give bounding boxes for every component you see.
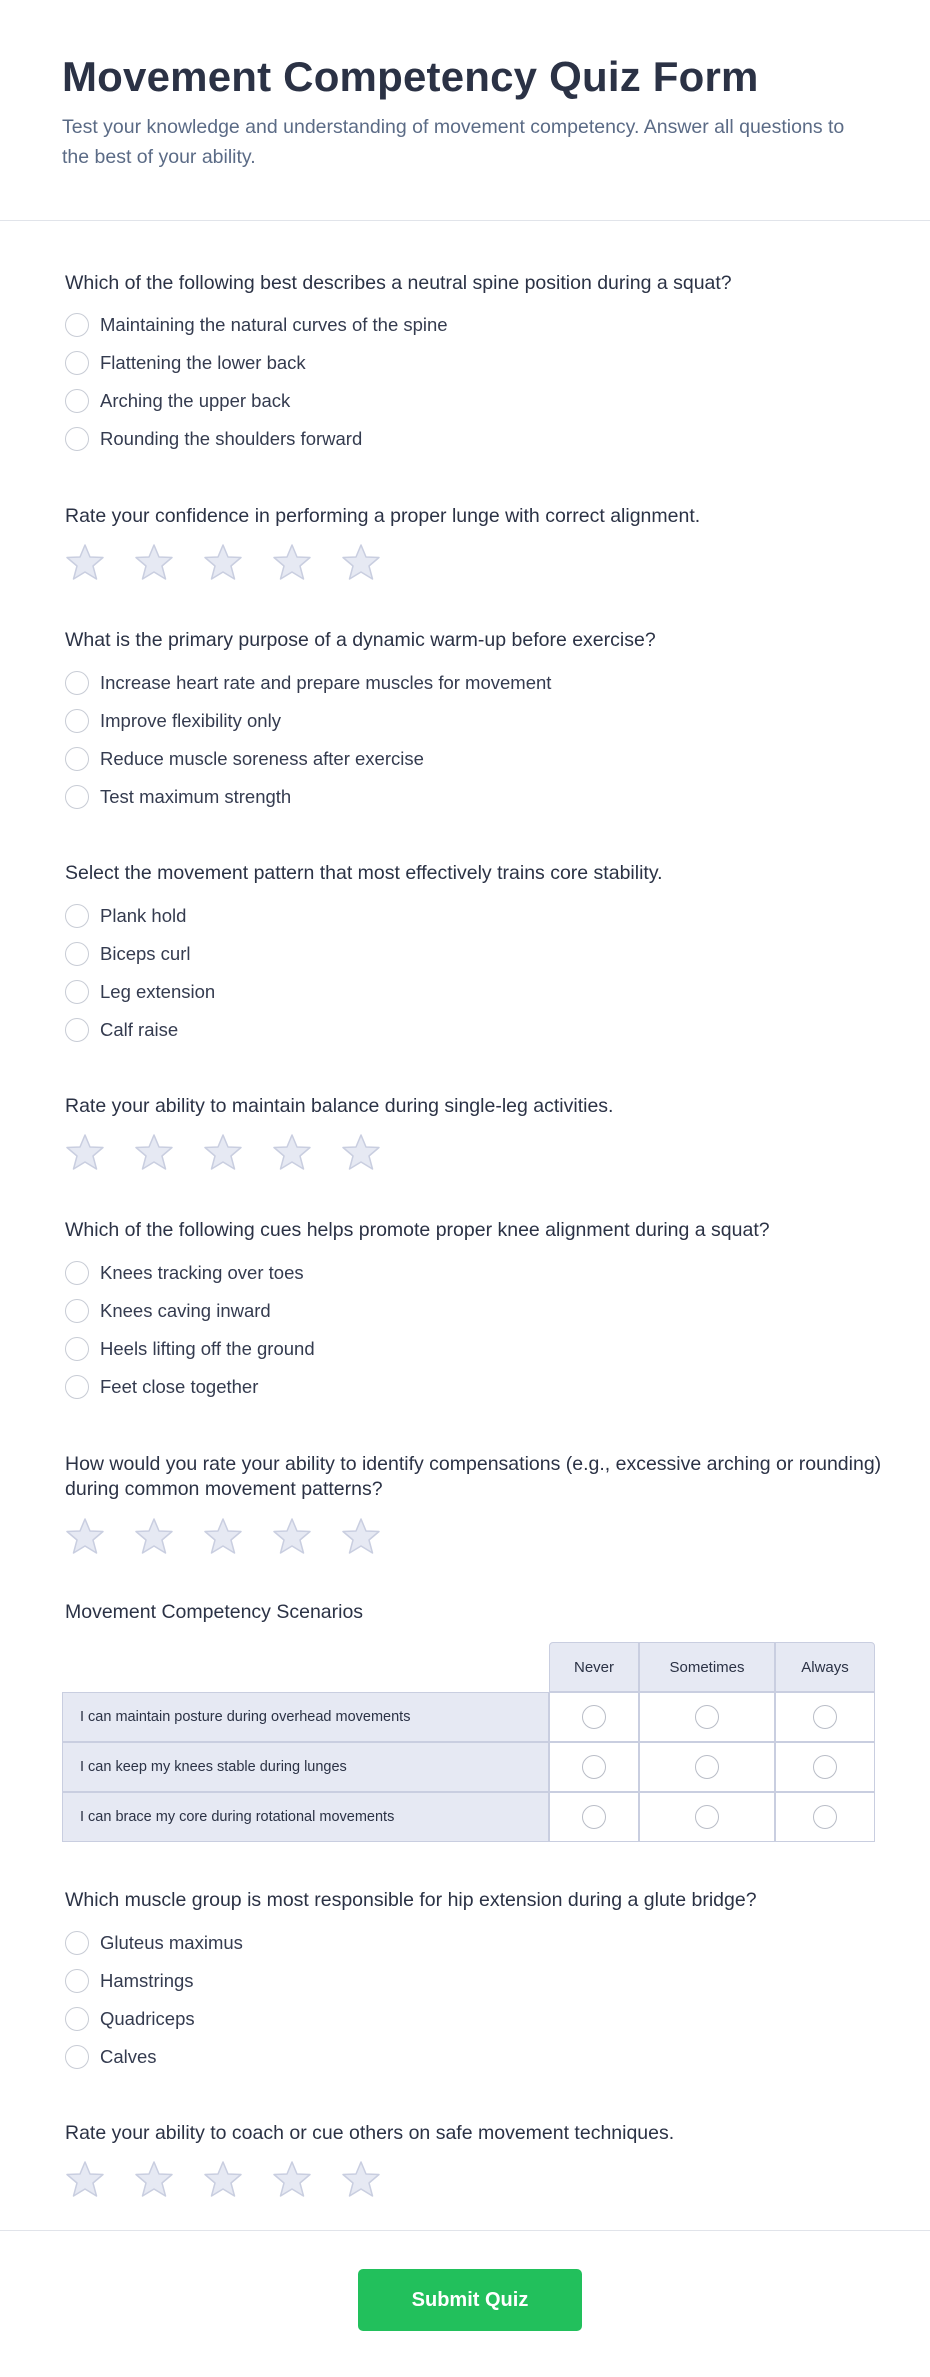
radio-button[interactable] bbox=[65, 1931, 89, 1955]
star-rating bbox=[65, 1133, 410, 1171]
question-title: Rate your ability to coach or cue others on safe movement techniques. bbox=[65, 2122, 675, 2144]
matrix-cell[interactable] bbox=[639, 1742, 775, 1792]
radio-button[interactable] bbox=[65, 709, 89, 733]
option-test-strength[interactable]: Test maximum strength bbox=[65, 784, 291, 810]
question-knee-alignment bbox=[65, 1218, 885, 1397]
star-icon[interactable] bbox=[203, 543, 243, 581]
form-footer bbox=[0, 2230, 930, 2377]
radio-button[interactable] bbox=[65, 904, 89, 928]
radio-button[interactable] bbox=[65, 1299, 89, 1323]
option-rounding[interactable]: Rounding the shoulders forward bbox=[65, 426, 362, 452]
form-title: Movement Competency Quiz Form bbox=[62, 53, 759, 100]
radio-button[interactable] bbox=[65, 942, 89, 966]
matrix-header-row bbox=[62, 1642, 875, 1692]
option-reduce-soreness[interactable]: Reduce muscle soreness after exercise bbox=[65, 746, 424, 772]
star-icon[interactable] bbox=[272, 2160, 312, 2198]
radio-button[interactable] bbox=[65, 2007, 89, 2031]
radio-button[interactable] bbox=[65, 980, 89, 1004]
matrix-cell[interactable] bbox=[549, 1742, 639, 1792]
question-hip-extension bbox=[65, 1888, 885, 2067]
matrix-row-label: I can brace my core during rotational movements bbox=[62, 1792, 549, 1842]
option-calves[interactable]: Calves bbox=[65, 2044, 157, 2070]
matrix-row-label: I can keep my knees stable during lunges bbox=[62, 1742, 549, 1792]
star-icon[interactable] bbox=[65, 2160, 105, 2198]
option-leg-extension[interactable]: Leg extension bbox=[65, 979, 215, 1005]
radio-button[interactable] bbox=[65, 351, 89, 375]
radio-button[interactable] bbox=[813, 1705, 837, 1729]
matrix-cell[interactable] bbox=[775, 1692, 875, 1742]
radio-button[interactable] bbox=[582, 1755, 606, 1779]
star-icon[interactable] bbox=[341, 1133, 381, 1171]
radio-button[interactable] bbox=[65, 747, 89, 771]
question-title: Which of the following best describes a neutral spine position during a squat? bbox=[65, 272, 732, 294]
radio-button[interactable] bbox=[695, 1705, 719, 1729]
radio-button[interactable] bbox=[65, 313, 89, 337]
star-icon[interactable] bbox=[134, 1517, 174, 1555]
radio-button[interactable] bbox=[65, 1018, 89, 1042]
radio-button[interactable] bbox=[65, 1261, 89, 1285]
radio-button[interactable] bbox=[582, 1805, 606, 1829]
star-icon[interactable] bbox=[65, 1133, 105, 1171]
question-title: How would you rate your ability to identify compensations (e.g., excessive arching or rounding) during common movement patterns? bbox=[65, 1453, 882, 1500]
submit-quiz-button[interactable]: Submit Quiz bbox=[358, 2269, 582, 2331]
matrix-cell[interactable] bbox=[639, 1692, 775, 1742]
radio-button[interactable] bbox=[582, 1705, 606, 1729]
form-subtitle: Test your knowledge and understanding of movement competency. Answer all questions to the best of your ability. bbox=[62, 116, 845, 168]
star-icon[interactable] bbox=[65, 1517, 105, 1555]
radio-button[interactable] bbox=[695, 1805, 719, 1829]
star-icon[interactable] bbox=[134, 543, 174, 581]
option-knees-over-toes[interactable]: Knees tracking over toes bbox=[65, 1260, 304, 1286]
option-heels-lifting[interactable]: Heels lifting off the ground bbox=[65, 1336, 315, 1362]
matrix-cell[interactable] bbox=[775, 1792, 875, 1842]
matrix-row bbox=[62, 1792, 875, 1842]
radio-button[interactable] bbox=[695, 1755, 719, 1779]
question-title: Which of the following cues helps promote proper knee alignment during a squat? bbox=[65, 1219, 770, 1241]
star-icon[interactable] bbox=[272, 1133, 312, 1171]
matrix-cell[interactable] bbox=[639, 1792, 775, 1842]
question-title: Rate your confidence in performing a proper lunge with correct alignment. bbox=[65, 505, 701, 527]
star-icon[interactable] bbox=[65, 543, 105, 581]
column-header-always: Always bbox=[775, 1642, 875, 1692]
option-hamstrings[interactable]: Hamstrings bbox=[65, 1968, 194, 1994]
rating-balance bbox=[65, 1094, 885, 1119]
radio-button[interactable] bbox=[813, 1805, 837, 1829]
radio-button[interactable] bbox=[65, 671, 89, 695]
question-neutral-spine bbox=[65, 271, 885, 449]
rating-identify-compensations bbox=[65, 1452, 885, 1502]
star-rating bbox=[65, 1517, 410, 1555]
rating-lunge-confidence bbox=[65, 504, 885, 529]
radio-button[interactable] bbox=[813, 1755, 837, 1779]
star-icon[interactable] bbox=[272, 1517, 312, 1555]
question-title: Rate your ability to maintain balance during single-leg activities. bbox=[65, 1095, 614, 1117]
option-quadriceps[interactable]: Quadriceps bbox=[65, 2006, 195, 2032]
option-biceps-curl[interactable]: Biceps curl bbox=[65, 941, 190, 967]
matrix-row bbox=[62, 1692, 875, 1742]
matrix-cell[interactable] bbox=[549, 1692, 639, 1742]
matrix-cell[interactable] bbox=[775, 1742, 875, 1792]
option-calf-raise[interactable]: Calf raise bbox=[65, 1017, 178, 1043]
question-title: Which muscle group is most responsible for hip extension during a glute bridge? bbox=[65, 1889, 757, 1911]
radio-button[interactable] bbox=[65, 785, 89, 809]
option-arching[interactable]: Arching the upper back bbox=[65, 388, 290, 414]
column-header-sometimes: Sometimes bbox=[639, 1642, 775, 1692]
column-header-never: Never bbox=[549, 1642, 639, 1692]
radio-button[interactable] bbox=[65, 1337, 89, 1361]
star-icon[interactable] bbox=[203, 1517, 243, 1555]
star-rating bbox=[65, 2160, 410, 2198]
matrix-title: Movement Competency Scenarios bbox=[65, 1601, 364, 1623]
radio-button[interactable] bbox=[65, 389, 89, 413]
option-increase-heart-rate[interactable]: Increase heart rate and prepare muscles for movement bbox=[65, 670, 551, 696]
option-knees-caving[interactable]: Knees caving inward bbox=[65, 1298, 271, 1324]
star-icon[interactable] bbox=[341, 1517, 381, 1555]
matrix-section bbox=[65, 1600, 885, 1625]
star-rating bbox=[65, 543, 410, 581]
radio-button[interactable] bbox=[65, 427, 89, 451]
star-icon[interactable] bbox=[341, 543, 381, 581]
star-icon[interactable] bbox=[203, 1133, 243, 1171]
matrix-cell[interactable] bbox=[549, 1792, 639, 1842]
star-icon[interactable] bbox=[134, 2160, 174, 2198]
matrix-row bbox=[62, 1742, 875, 1792]
question-core-stability bbox=[65, 861, 885, 1040]
option-gluteus-maximus[interactable]: Gluteus maximus bbox=[65, 1930, 243, 1956]
rating-coaching-ability bbox=[65, 2121, 885, 2146]
star-icon[interactable] bbox=[272, 543, 312, 581]
matrix-corner bbox=[62, 1642, 549, 1692]
star-icon[interactable] bbox=[341, 2160, 381, 2198]
star-icon[interactable] bbox=[134, 1133, 174, 1171]
option-feet-close[interactable]: Feet close together bbox=[65, 1374, 258, 1400]
radio-button[interactable] bbox=[65, 2045, 89, 2069]
question-title: Select the movement pattern that most effectively trains core stability. bbox=[65, 862, 663, 884]
question-title: What is the primary purpose of a dynamic warm-up before exercise? bbox=[65, 629, 656, 651]
radio-button[interactable] bbox=[65, 1969, 89, 1993]
question-dynamic-warmup bbox=[65, 628, 885, 807]
matrix-table bbox=[62, 1642, 875, 1842]
option-flattening[interactable]: Flattening the lower back bbox=[65, 350, 306, 376]
radio-button[interactable] bbox=[65, 1375, 89, 1399]
matrix-row-label: I can maintain posture during overhead movements bbox=[62, 1692, 549, 1742]
option-plank-hold[interactable]: Plank hold bbox=[65, 903, 186, 929]
form-header bbox=[0, 0, 930, 221]
star-icon[interactable] bbox=[203, 2160, 243, 2198]
option-flexibility-only[interactable]: Improve flexibility only bbox=[65, 708, 281, 734]
option-natural-curves[interactable]: Maintaining the natural curves of the spine bbox=[65, 312, 448, 338]
